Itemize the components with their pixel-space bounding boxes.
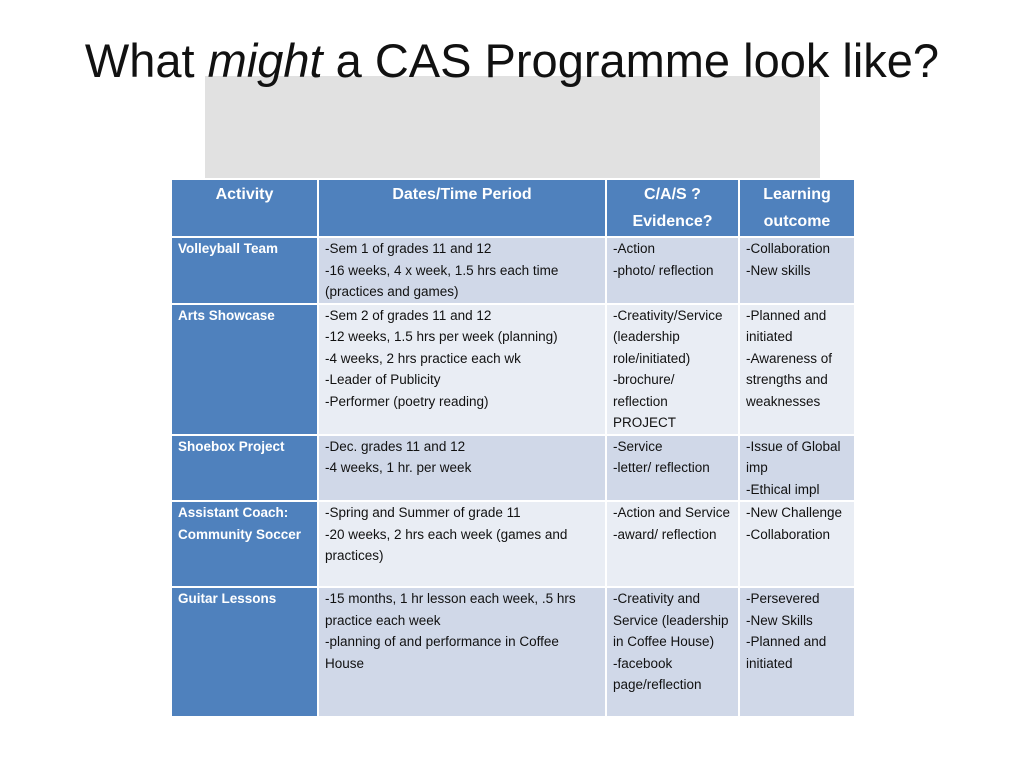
activity-cell: [171, 587, 318, 717]
cell-line: -New Challenge: [746, 505, 843, 520]
cell-line: Guitar Lessons: [178, 591, 277, 606]
title-suffix: a CAS Programme look like?: [322, 34, 940, 87]
dates-cell: [318, 237, 606, 304]
cell-line: -12 weeks, 1.5 hrs per week (planning): [325, 329, 558, 344]
table-row: [171, 435, 855, 502]
cell-line: -Performer (poetry reading): [325, 393, 489, 409]
table-row: [171, 587, 855, 717]
learning-outcome-cell: [739, 304, 855, 435]
header-cas-evidence: C/A/S ? Evidence?: [606, 179, 739, 237]
cell-line: -brochure/ reflection PROJECT: [613, 372, 679, 430]
activity-cell: [171, 435, 318, 502]
table-row: [171, 501, 855, 587]
header-learning-outcome: Learning outcome: [739, 179, 855, 237]
cell-line: -New skills: [746, 262, 811, 278]
cell-line: -Spring and Summer of grade 11: [325, 505, 521, 520]
cell-line: Arts Showcase: [178, 307, 275, 323]
cell-line: -16 weeks, 4 x week, 1.5 hrs each time (practices and games): [325, 262, 563, 299]
cell-line: -Service: [613, 438, 663, 454]
cell-line: Volleyball Team: [178, 241, 279, 256]
cell-line: -Ethical impl: [746, 481, 820, 497]
cell-line: -Dec. grades 11 and 12: [325, 438, 466, 454]
table-row: [171, 304, 855, 435]
cas-evidence-cell: [606, 587, 739, 717]
activity-cell: [171, 501, 318, 587]
table-header-row: [171, 179, 855, 237]
cell-line: Shoebox Project: [178, 438, 285, 454]
cell-line: -4 weeks, 2 hrs practice each wk: [325, 350, 521, 366]
cell-line: -award/ reflection: [613, 526, 717, 542]
cell-line: -Action: [613, 241, 656, 256]
cell-line: -Planned and initiated: [746, 634, 831, 671]
title-prefix: What: [84, 34, 208, 87]
cell-line: -Awareness of strengths and weaknesses: [746, 350, 836, 409]
cell-line: -20 weeks, 2 hrs each week (games and practices): [325, 526, 572, 563]
cell-line: -Sem 2 of grades 11 and 12: [325, 307, 492, 323]
cas-evidence-cell: [606, 304, 739, 435]
learning-outcome-cell: [739, 587, 855, 717]
dates-cell: [318, 304, 606, 435]
table-row: [171, 237, 855, 304]
cell-line: -Sem 1 of grades 11 and 12: [325, 241, 492, 256]
cell-line: -4 weeks, 1 hr. per week: [325, 460, 472, 475]
header-dates: Dates/Time Period: [318, 179, 606, 237]
dates-cell: [318, 435, 606, 502]
cas-evidence-cell: [606, 501, 739, 587]
cell-line: -facebook page/reflection: [613, 655, 702, 692]
cas-evidence-cell: [606, 237, 739, 304]
cell-line: -planning of and performance in Coffee House: [325, 634, 563, 671]
cell-line: -Leader of Publicity: [325, 372, 441, 387]
cell-line: -Planned and initiated: [746, 307, 831, 344]
cell-line: -Action and Service: [613, 505, 731, 520]
cell-line: -New Skills: [746, 612, 813, 628]
learning-outcome-cell: [739, 237, 855, 304]
title-emphasis: might: [207, 34, 323, 87]
dates-cell: [318, 501, 606, 587]
activity-cell: [171, 237, 318, 304]
cell-line: -Issue of Global imp: [746, 438, 845, 475]
cell-line: -Creativity/Service (leadership role/initiated): [613, 307, 727, 366]
cas-programme-table: [170, 178, 856, 718]
cell-line: -photo/ reflection: [613, 262, 714, 278]
activity-cell: [171, 304, 318, 435]
cell-line: -letter/ reflection: [613, 460, 710, 475]
cell-line: -Collaboration: [746, 526, 831, 542]
cas-evidence-cell: [606, 435, 739, 502]
slide-title: [60, 30, 964, 92]
cell-line: -Persevered: [746, 591, 820, 606]
cell-line: -15 months, 1 hr lesson each week, .5 hrs practice each week: [325, 591, 580, 628]
dates-cell: [318, 587, 606, 717]
cell-line: Assistant Coach: Community Soccer: [178, 505, 302, 542]
header-activity: Activity: [171, 179, 318, 237]
learning-outcome-cell: [739, 501, 855, 587]
learning-outcome-cell: [739, 435, 855, 502]
cell-line: -Creativity and Service (leadership in Coffee House): [613, 591, 733, 649]
cell-line: -Collaboration: [746, 241, 831, 256]
